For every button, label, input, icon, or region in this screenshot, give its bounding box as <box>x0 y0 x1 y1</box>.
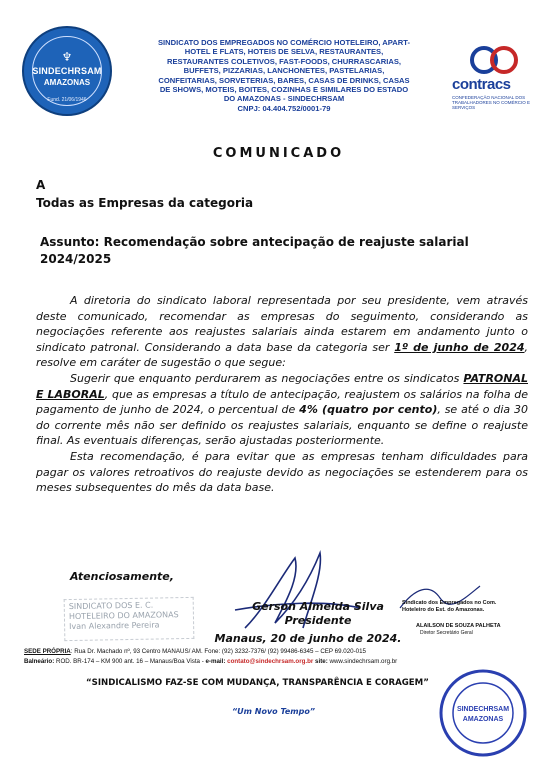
left-stamp: SINDICATO DOS E. C. HOTELEIRO DO AMAZONAS Ivan Alexandre Pereira <box>64 597 195 641</box>
org-line: DE SHOWS, MOTEIS, BOITES, COZINHAS E SIMILARES DO ESTADO <box>159 85 409 95</box>
secretary-org: Sindicato dos Empregados no Com. Hoteleiro do Est. do Amazonas. <box>402 600 497 613</box>
union-seal <box>438 668 528 758</box>
org-line: DO AMAZONAS - SINDECHRSAM <box>223 94 345 104</box>
contracs-name: contracs <box>452 76 511 93</box>
parties: PATRONAL E LABORAL <box>36 371 528 401</box>
page-title: COMUNICADO <box>212 146 345 161</box>
svg-text:SINDECHRSAM: SINDECHRSAM <box>456 706 510 713</box>
footer-address: SEDE PRÓPRIA: Rua Dr. Machado nº, 93 Centro MANAUS/ AM. Fone: (92) 3232-7376/ (92) 99486-6345 – CEP 69.020-015 <box>24 648 366 655</box>
closing: Atenciosamente, <box>70 570 174 583</box>
paragraph-2: Sugerir que enquanto perdurarem as negociações entre os sindicatos PATRONAL E LABORAL, que as empresas a título de antecipação, reajustem os salários na folha de pagamento de junho de 2024, o percentual de 4% (quatro por cento), se até o dia 30 do corrente mês não ser definido os reajustes salariais, enquanto se define o reajuste final. As eventuais diferenças, serão ajustadas posteriormente. <box>36 371 528 448</box>
contracs-caption: CONFEDERAÇÃO NACIONAL DOS TRABALHADORES NO COMÉRCIO E SERVIÇOS <box>452 95 531 110</box>
org-line: CONFEITARIAS, SORVETERIAS, BARES, CASAS DE DRINKS, CASAS <box>158 75 410 85</box>
recipient: Todas as Empresas da categoria <box>36 196 254 210</box>
org-line: RESTAURANTES COLETIVOS, FAST-FOODS, CHURRASCARIAS, <box>166 56 401 66</box>
signer-role: Presidente <box>284 614 352 627</box>
logo-state: AMAZONAS <box>43 78 91 87</box>
secretary-role: Diretor Secretário Geral <box>420 630 473 636</box>
site-link[interactable]: www.sindechrsam.org.br <box>329 658 398 665</box>
motto: “SINDICALISMO FAZ-SE COM MUDANÇA, TRANSPARÊNCIA E CORAGEM” <box>86 678 429 688</box>
svg-text:AMAZONAS: AMAZONAS <box>462 716 504 723</box>
org-cnpj: CNPJ: 04.404.752/0001-79 <box>237 103 331 113</box>
rings-icon <box>452 40 547 80</box>
footer-contact: Balneário: ROD. BR-174 – KM 900 ant. 16 – Manaus/Boa Vista - e-mail: contato@sindechrsam.org.br site: www.sindechrsam.org.br <box>24 658 398 665</box>
recipient-prefix: A <box>36 178 46 192</box>
paragraph-3: Esta recomendação, é para evitar que as empresas tenham dificuldades para pagar os valores retroativos do reajuste devido as negociações se estenderem para os meses subsequentes do mês da data base. <box>36 449 528 495</box>
logo-founded: Fund. 21/06/1946 <box>47 97 87 103</box>
sindechrsam-logo <box>22 26 112 116</box>
percentage: 4% (quatro por cento) <box>299 403 438 417</box>
org-line: BUFFETS, PIZZARIAS, LANCHONETES, PASTELARIAS, <box>183 66 385 76</box>
base-date: 1º de junho de 2024 <box>394 340 525 354</box>
email-link[interactable]: contato@sindechrsam.org.br <box>227 658 314 665</box>
signer-name: Gerson Almeida Silva <box>252 600 384 613</box>
cutlery-icon: ♆ <box>61 50 73 64</box>
org-line: HOTEL E FLATS, HOTEIS DE SELVA, RESTAURANTES, <box>184 47 384 57</box>
place-date: Manaus, 20 de junho de 2024. <box>214 632 402 645</box>
subject-line: Assunto: Recomendação sobre antecipação de reajuste salarial 2024/2025 <box>40 235 469 266</box>
letter-body <box>36 293 528 496</box>
paragraph-1: A diretoria do sindicato laboral representada por seu presidente, vem através deste comunicado, recomendar as empresas do seguimento, considerando as negociações referente aos reajustes salariais ainda estarem em andamento junto o sindicato patronal. Considerando a data base da categoria ser 1º de junho de 2024, resolve em caráter de sugestão o que segue: <box>36 294 529 370</box>
org-line: SINDICATO DOS EMPREGADOS NO COMÉRCIO HOTELEIRO, APART- <box>157 38 410 47</box>
logo-name: SINDECHRSAM <box>32 66 102 76</box>
motto-tagline: “Um Novo Tempo” <box>232 707 316 716</box>
contracs-logo <box>452 40 547 110</box>
secretary-name: ALAILSON DE SOUZA PALHETA <box>416 623 501 629</box>
organization-header <box>120 38 448 113</box>
